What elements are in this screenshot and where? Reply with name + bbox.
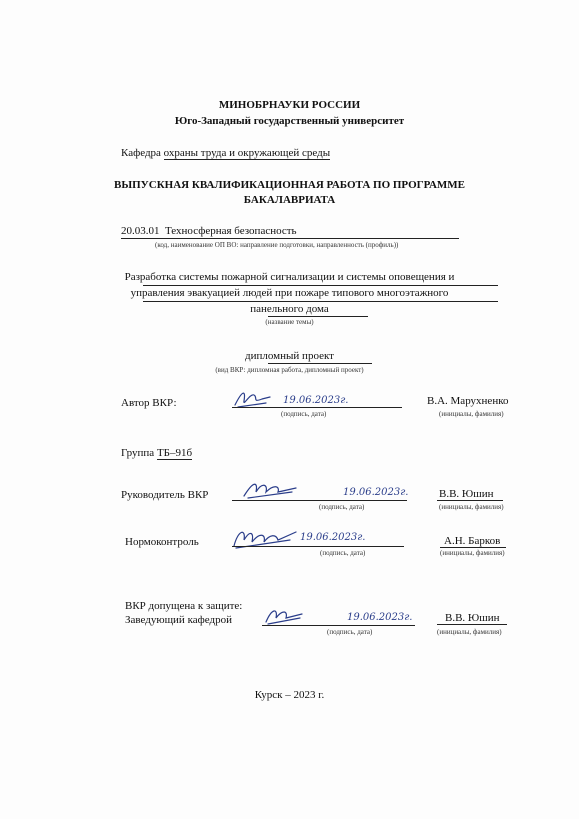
author-sign-line <box>232 407 402 408</box>
normcontrol-name-line <box>440 547 506 548</box>
topic-underline3 <box>268 316 368 317</box>
work-title-line1: ВЫПУСКНАЯ КВАЛИФИКАЦИОННАЯ РАБОТА ПО ПРОГРАММЕ <box>113 179 466 191</box>
author-name-caption: (инициалы, фамилия) <box>439 410 504 418</box>
group-value: ТБ–91б <box>156 447 193 459</box>
author-date: 19.06.2023г. <box>283 395 349 406</box>
author-name: В.А. Марухненко <box>427 395 509 407</box>
topic-line3: панельного дома <box>250 303 329 315</box>
normcontrol-date: 19.06.2023г. <box>300 532 366 543</box>
admission-line1: ВКР допущена к защите: <box>125 600 243 612</box>
topic-caption: (название темы) <box>265 318 314 326</box>
department-name: охраны труда и окружающей среды <box>163 147 331 159</box>
specialty-caption: (код, наименование ОП ВО: направление подготовки, направленность (профиль)) <box>155 241 399 249</box>
supervisor-label: Руководитель ВКР <box>121 489 209 501</box>
normcontrol-name-caption: (инициалы, фамилия) <box>440 549 505 557</box>
work-type-caption: (вид ВКР: дипломная работа, дипломный проект) <box>215 366 364 374</box>
admission-name-line <box>437 624 507 625</box>
topic-underline2 <box>143 301 498 302</box>
normcontrol-signature-icon <box>230 524 300 552</box>
admission-label: Заведующий кафедрой <box>125 614 232 626</box>
specialty-code: 20.03.01 <box>121 225 160 237</box>
admission-name: В.В. Юшин <box>445 612 500 624</box>
topic-line1: Разработка системы пожарной сигнализации и системы оповещения и <box>124 271 455 283</box>
normcontrol-sign-caption: (подпись, дата) <box>320 549 366 557</box>
topic-line2: управления эвакуацией людей при пожаре типового многоэтажного <box>130 287 449 299</box>
ministry-heading: МИНОБРНАУКИ РОССИИ <box>218 99 361 111</box>
supervisor-name-line <box>437 500 503 501</box>
supervisor-sign-caption: (подпись, дата) <box>319 503 365 511</box>
topic-underline1 <box>143 285 498 286</box>
supervisor-sign-line <box>232 500 407 501</box>
author-sign-caption: (подпись, дата) <box>281 410 327 418</box>
admission-sign-line <box>262 625 415 626</box>
admission-sign-caption: (подпись, дата) <box>327 628 373 636</box>
group-line <box>121 447 192 459</box>
supervisor-name: В.В. Юшин <box>439 488 494 500</box>
specialty-line <box>121 225 297 237</box>
author-label: Автор ВКР: <box>121 397 177 409</box>
work-type-value: дипломный проект <box>245 350 334 362</box>
admission-name-caption: (инициалы, фамилия) <box>437 628 502 636</box>
admission-date: 19.06.2023г. <box>347 612 413 623</box>
group-label: Группа <box>121 447 155 459</box>
normcontrol-label: Нормоконтроль <box>125 536 199 548</box>
department-prefix: Кафедра <box>121 147 161 159</box>
specialty-underline <box>121 238 459 239</box>
normcontrol-sign-line <box>232 546 404 547</box>
specialty-name: Техносферная безопасность <box>165 225 297 237</box>
supervisor-date: 19.06.2023г. <box>343 487 409 498</box>
university-name: Юго-Западный государственный университет <box>174 115 405 127</box>
work-type-underline <box>268 363 372 364</box>
supervisor-name-caption: (инициалы, фамилия) <box>439 503 504 511</box>
work-title-line2: БАКАЛАВРИАТА <box>243 194 336 206</box>
department-line <box>121 147 330 159</box>
normcontrol-name: А.Н. Барков <box>444 535 501 547</box>
city-year: Курск – 2023 г. <box>254 689 325 701</box>
supervisor-signature-icon <box>240 478 300 502</box>
